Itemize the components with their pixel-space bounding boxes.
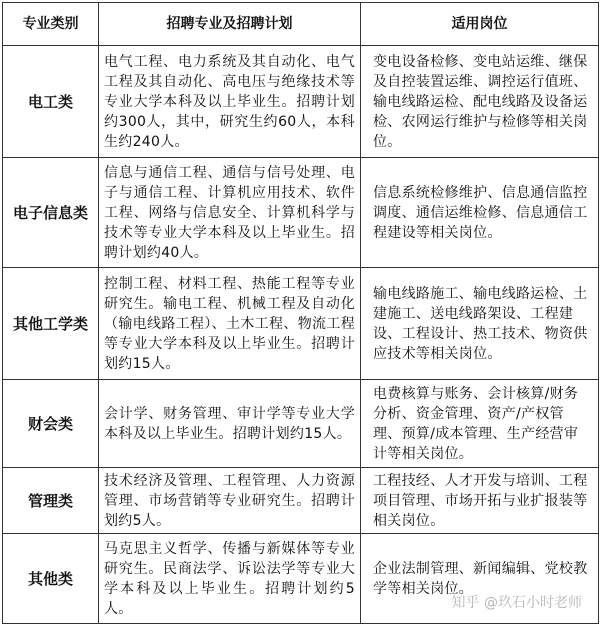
positions-cell: 变电设备检修、变电站运维、继保及自控装置运维、调控运行值班、输电线路运检、配电线路及设备运检、农网运行维护与检修等相关岗位。 bbox=[361, 46, 599, 158]
category-cell: 财会类 bbox=[3, 380, 99, 468]
category-cell: 其他类 bbox=[3, 534, 99, 624]
majors-cell: 会计学、财务管理、审计学等专业大学本科及以上毕业生。招聘计划约15人。 bbox=[99, 380, 361, 468]
positions-cell: 信息系统检修维护、信息通信监控调度、通信运维检修、信息通信工程建设等相关岗位。 bbox=[361, 158, 599, 268]
table-row bbox=[3, 380, 599, 468]
category-cell: 电工类 bbox=[3, 46, 99, 158]
header-majors: 招聘专业及招聘计划 bbox=[99, 3, 361, 46]
header-category: 专业类别 bbox=[3, 3, 99, 46]
watermark: 知乎 @玖石小时老师 bbox=[452, 592, 582, 612]
majors-cell: 控制工程、材料工程、热能工程等专业研究生。输电工程、机械工程及自动化（输电线路工程）、土木工程、物流工程等专业大学本科及以上毕业生。招聘计划约15人。 bbox=[99, 268, 361, 380]
category-cell: 其他工学类 bbox=[3, 268, 99, 380]
positions-cell: 电费核算与账务、会计核算/财务分析、资金管理、资产/产权管理、预算/成本管理、生产经营审计等相关岗位。 bbox=[361, 380, 599, 468]
majors-cell: 信息与通信工程、通信与信号处理、电子与通信工程、计算机应用技术、软件工程、网络与信息安全、计算机科学与技术等专业大学本科及以上毕业生。招聘计划约40人。 bbox=[99, 158, 361, 268]
category-cell: 管理类 bbox=[3, 468, 99, 534]
table-row bbox=[3, 268, 599, 380]
header-positions: 适用岗位 bbox=[361, 3, 599, 46]
majors-cell: 技术经济及管理、工程管理、人力资源管理、市场营销等专业研究生。招聘计划约5人。 bbox=[99, 468, 361, 534]
majors-cell: 电气工程、电力系统及其自动化、电气工程及其自动化、高电压与绝缘技术等专业大学本科及以上毕业生。招聘计划约300人，其中，研究生约60人，本科生约240人。 bbox=[99, 46, 361, 158]
positions-cell: 企业法制管理、新闻编辑、党校教学等相关岗位。 bbox=[361, 534, 599, 624]
table-row bbox=[3, 158, 599, 268]
positions-cell: 工程技经、人才开发与培训、工程项目管理、市场开拓与业扩报装等相关岗位。 bbox=[361, 468, 599, 534]
table-row bbox=[3, 468, 599, 534]
category-cell: 电子信息类 bbox=[3, 158, 99, 268]
header-row bbox=[3, 3, 599, 46]
majors-cell: 马克思主义哲学、传播与新媒体等专业研究生。民商法学、诉讼法学等专业大学本科及以上毕业生。招聘计划约5人。 bbox=[99, 534, 361, 624]
recruitment-table bbox=[2, 2, 599, 624]
table-row bbox=[3, 46, 599, 158]
positions-cell: 输电线路施工、输电线路运检、土建施工、送电线路架设、工程建设、工程设计、热工技术、物资供应技术等相关岗位。 bbox=[361, 268, 599, 380]
